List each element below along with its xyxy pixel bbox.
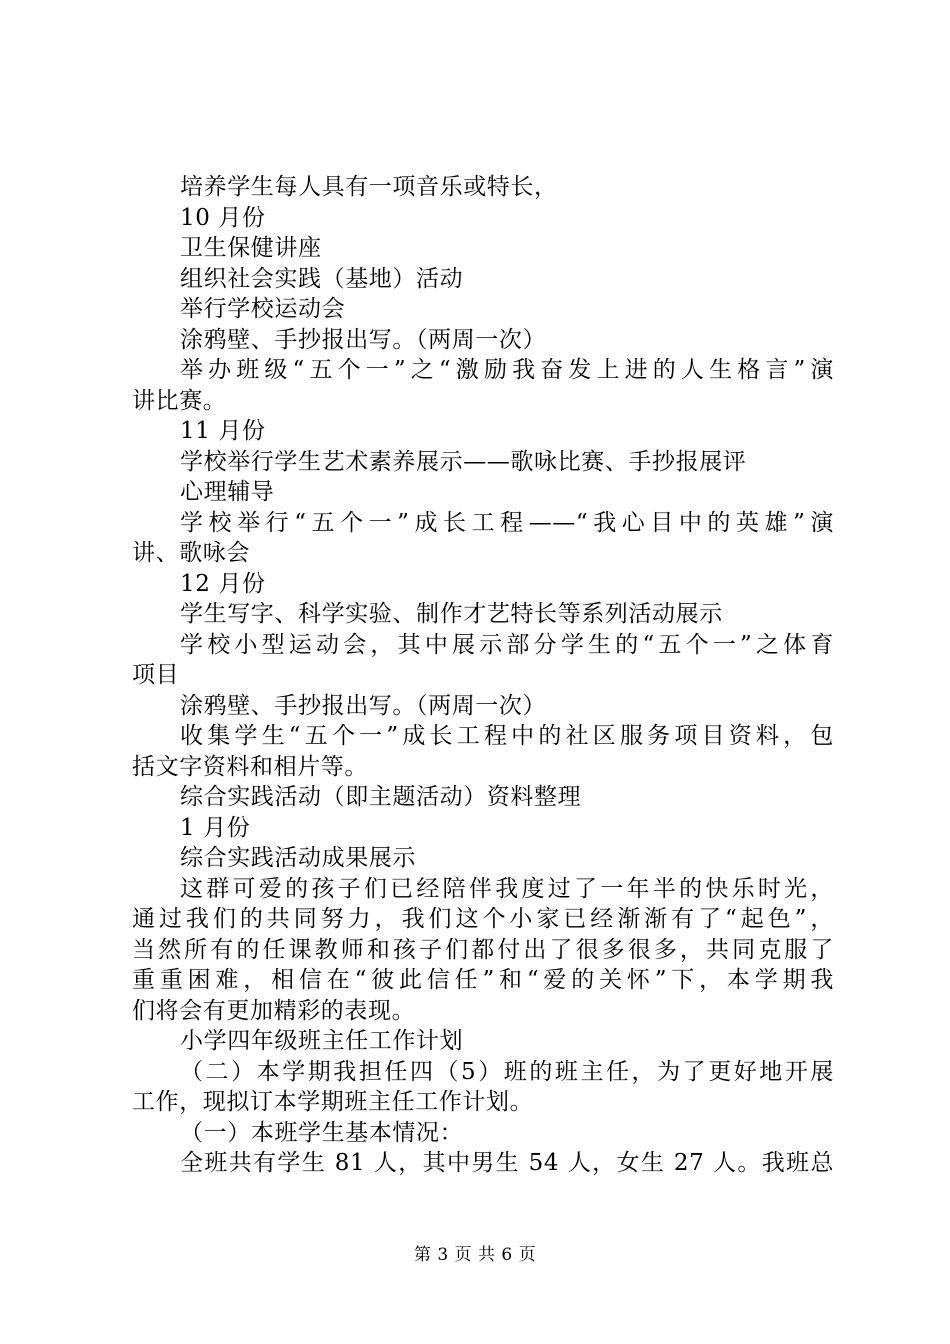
text-line: 心理辅导 <box>180 479 275 505</box>
text-line: 1 月份 <box>180 814 251 841</box>
text-line: 综合实践活动（即主题活动）资料整理 <box>180 784 582 810</box>
text-line: 全班共有学生 81 人，其中男生 54 人，女生 27 人。我班总 <box>180 1150 834 1176</box>
text-line: 卫生保健讲座 <box>180 235 322 261</box>
text-line: 讲、歌咏会 <box>132 540 250 566</box>
text-line: 这群可爱的孩子们已经陪伴我度过了一年半的快乐时光， <box>180 875 834 902</box>
text-line: 括文字资料和相片等。 <box>132 753 368 780</box>
text-line: 学生写字、科学实验、制作才艺特长等系列活动展示 <box>180 601 723 627</box>
page-footer: 第 3 页 共 6 页 <box>413 1245 537 1265</box>
text-line: 11 月份 <box>180 418 266 444</box>
text-line: 收集学生“五个一”成长工程中的社区服务项目资料，包 <box>180 723 834 749</box>
text-line: 举行学校运动会 <box>180 296 346 322</box>
text-line: （一）本班学生基本情况： <box>180 1119 464 1146</box>
text-line: 当然所有的任课教师和孩子们都付出了很多很多，共同克服了 <box>132 936 834 963</box>
text-line: 工作，现拟订本学期班主任工作计划。 <box>132 1089 534 1115</box>
text-line: 涂鸦壁、手抄报出写。（两周一次） <box>180 326 547 353</box>
text-line: （二）本学期我担任四（5）班的班主任，为了更好地开展 <box>180 1058 834 1085</box>
text-line: 举办班级“五个一”之“激励我奋发上进的人生格言”演 <box>180 357 834 383</box>
text-line: 重重困难，相信在“彼此信任”和“爱的关怀”下，本学期我 <box>132 967 834 993</box>
text-line: 综合实践活动成果展示 <box>180 845 416 871</box>
text-line: 通过我们的共同努力，我们这个小家已经渐渐有了“起色”， <box>132 906 834 932</box>
document-body <box>132 172 834 1179</box>
text-line: 讲比赛。 <box>132 387 227 414</box>
text-line: 涂鸦壁、手抄报出写。（两周一次） <box>180 692 547 719</box>
text-line: 学校举行学生艺术素养展示——歌咏比赛、手抄报展评 <box>180 448 747 475</box>
text-line: 小学四年级班主任工作计划 <box>180 1028 464 1054</box>
text-line: 项目 <box>132 662 180 688</box>
text-line: 学校小型运动会，其中展示部分学生的“五个一”之体育 <box>180 631 834 658</box>
text-line: 组织社会实践（基地）活动 <box>180 265 464 292</box>
text-line: 们将会有更加精彩的表现。 <box>132 997 416 1024</box>
text-line: 培养学生每人具有一项音乐或特长， <box>180 174 558 200</box>
text-line: 12 月份 <box>180 570 266 597</box>
text-line: 10 月份 <box>180 204 266 231</box>
text-line: 学校举行“五个一”成长工程——“我心目中的英雄”演 <box>180 509 834 536</box>
